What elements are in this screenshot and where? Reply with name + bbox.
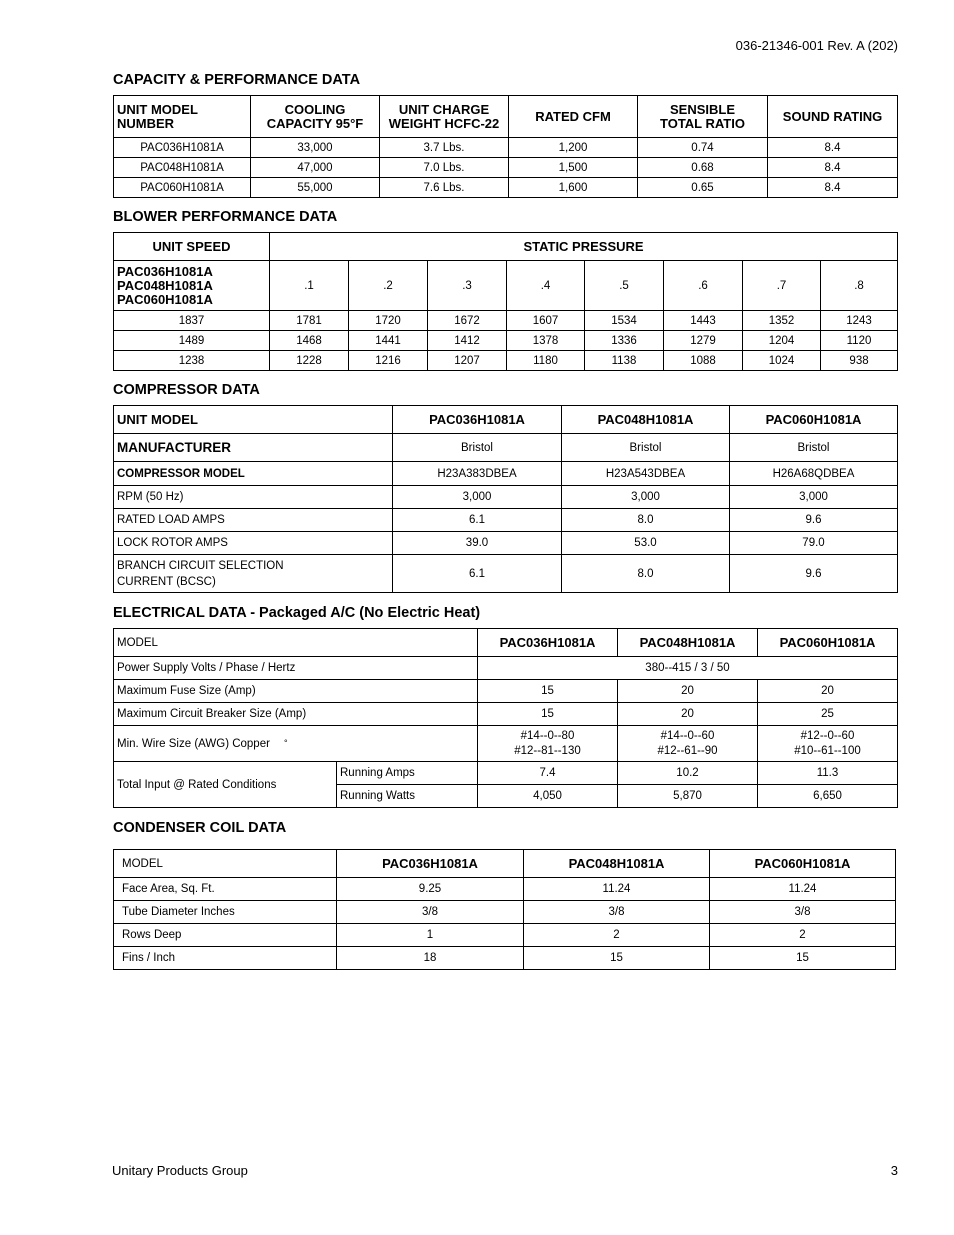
cell: 15 — [710, 947, 896, 970]
col-model: MODEL — [114, 629, 478, 657]
cell: 39.0 — [393, 532, 562, 555]
row-label: Face Area, Sq. Ft. — [114, 878, 337, 901]
cell: 1534 — [585, 311, 664, 331]
sub-label: Running Watts — [337, 785, 478, 808]
row-label: MANUFACTURER — [114, 434, 393, 462]
row-label: Power Supply Volts / Phase / Hertz — [114, 657, 478, 680]
cell: 8.4 — [768, 138, 898, 158]
table-row — [114, 878, 896, 901]
cell: 6.1 — [393, 555, 562, 593]
table-row — [114, 351, 898, 371]
cell: 5,870 — [618, 785, 758, 808]
col-pac036: PAC036H1081A — [393, 406, 562, 434]
compressor-table — [113, 405, 898, 593]
table-row — [114, 331, 898, 351]
sub-label: Running Amps — [337, 762, 478, 785]
cell: 0.68 — [638, 158, 768, 178]
cell: 4,050 — [478, 785, 618, 808]
cell: H26A68QDBEA — [730, 462, 898, 486]
condenser-header-row — [114, 850, 896, 878]
cell: 1441 — [349, 331, 428, 351]
row-label: RATED LOAD AMPS — [114, 509, 393, 532]
table-row — [114, 486, 898, 509]
table-row — [114, 901, 896, 924]
condenser-title: CONDENSER COIL DATA — [113, 820, 287, 836]
capacity-table — [113, 95, 898, 198]
table-row — [114, 924, 896, 947]
row-label: COMPRESSOR MODEL — [114, 462, 393, 486]
cell: Bristol — [730, 434, 898, 462]
cell: 1336 — [585, 331, 664, 351]
compressor-header-row — [114, 406, 898, 434]
cell: 9.6 — [730, 509, 898, 532]
cell: 11.3 — [758, 762, 898, 785]
cell: H23A543DBEA — [562, 462, 730, 486]
cell: PAC036H1081A — [114, 138, 251, 158]
pressure-cell: .5 — [585, 261, 664, 311]
cell: 33,000 — [251, 138, 380, 158]
table-row — [114, 178, 898, 198]
cell: 1 — [337, 924, 524, 947]
cell: 15 — [478, 680, 618, 703]
cell: 6.1 — [393, 509, 562, 532]
table-row — [114, 657, 898, 680]
cell: 15 — [478, 703, 618, 726]
table-row — [114, 762, 898, 785]
cell: 3,000 — [393, 486, 562, 509]
table-row — [114, 138, 898, 158]
cell: 1228 — [270, 351, 349, 371]
table-row — [114, 311, 898, 331]
row-label: Tube Diameter Inches — [114, 901, 337, 924]
col-pac048: PAC048H1081A — [524, 850, 710, 878]
col-sound-rating: SOUND RATING — [768, 96, 898, 138]
cell: 3/8 — [524, 901, 710, 924]
capacity-header-row — [114, 96, 898, 138]
cell: 7.0 Lbs. — [380, 158, 509, 178]
cell: 380--415 / 3 / 50 — [478, 657, 898, 680]
table-row — [114, 726, 898, 762]
blower-header-row — [114, 233, 898, 261]
cell: 1204 — [743, 331, 821, 351]
compressor-title: COMPRESSOR DATA — [113, 382, 260, 398]
cell: 25 — [758, 703, 898, 726]
cell: 3,000 — [562, 486, 730, 509]
cell: #12--0--60 #10--61--100 — [758, 726, 898, 762]
table-row — [114, 462, 898, 486]
col-pac036: PAC036H1081A — [337, 850, 524, 878]
cell: 1120 — [821, 331, 898, 351]
pressure-cell: .7 — [743, 261, 821, 311]
footer-company: Unitary Products Group — [112, 1163, 248, 1178]
pressure-cell: .3 — [428, 261, 507, 311]
col-model: MODEL — [114, 850, 337, 878]
cell: 8.4 — [768, 158, 898, 178]
cell: 1378 — [507, 331, 585, 351]
cell: 0.65 — [638, 178, 768, 198]
cell: 47,000 — [251, 158, 380, 178]
col-unit-model: UNIT MODEL — [114, 406, 393, 434]
cell: 1180 — [507, 351, 585, 371]
pressure-cell: .4 — [507, 261, 585, 311]
cell: 1279 — [664, 331, 743, 351]
cell: 3/8 — [710, 901, 896, 924]
cell: 1720 — [349, 311, 428, 331]
cell: 6,650 — [758, 785, 898, 808]
cell: 1352 — [743, 311, 821, 331]
cell: 10.2 — [618, 762, 758, 785]
cell: PAC048H1081A — [114, 158, 251, 178]
cell: 20 — [758, 680, 898, 703]
cell: #14--0--60 #12--61--90 — [618, 726, 758, 762]
col-unit-charge: UNIT CHARGE WEIGHT HCFC-22 — [380, 96, 509, 138]
row-label: Maximum Circuit Breaker Size (Amp) — [114, 703, 478, 726]
cell: 20 — [618, 680, 758, 703]
col-pac036: PAC036H1081A — [478, 629, 618, 657]
cell: 53.0 — [562, 532, 730, 555]
row-label: Total Input @ Rated Conditions — [114, 762, 337, 808]
row-label: Fins / Inch — [114, 947, 337, 970]
electrical-title: ELECTRICAL DATA - Packaged A/C (No Electric Heat) — [113, 605, 481, 621]
row-label: RPM (50 Hz) — [114, 486, 393, 509]
cell: 1,200 — [509, 138, 638, 158]
row-label: Rows Deep — [114, 924, 337, 947]
cell: 1607 — [507, 311, 585, 331]
cell: 9.25 — [337, 878, 524, 901]
cell: 7.6 Lbs. — [380, 178, 509, 198]
cell: 1024 — [743, 351, 821, 371]
table-row — [114, 680, 898, 703]
pressure-cell: .6 — [664, 261, 743, 311]
cell: 938 — [821, 351, 898, 371]
pressure-cell: .8 — [821, 261, 898, 311]
table-row — [114, 158, 898, 178]
cell: 18 — [337, 947, 524, 970]
cell: 1781 — [270, 311, 349, 331]
cell: 8.0 — [562, 555, 730, 593]
row-label: Maximum Fuse Size (Amp) — [114, 680, 478, 703]
cell: Bristol — [562, 434, 730, 462]
cell: 8.0 — [562, 509, 730, 532]
capacity-title: CAPACITY & PERFORMANCE DATA — [113, 72, 361, 88]
cell: 1,500 — [509, 158, 638, 178]
cell: 9.6 — [730, 555, 898, 593]
row-label: LOCK ROTOR AMPS — [114, 532, 393, 555]
cell: #14--0--80 #12--81--130 — [478, 726, 618, 762]
cell: 7.4 — [478, 762, 618, 785]
table-row — [114, 532, 898, 555]
cell: 1243 — [821, 311, 898, 331]
col-pac060: PAC060H1081A — [710, 850, 896, 878]
page-number: 3 — [890, 1163, 898, 1178]
electrical-table — [113, 628, 898, 808]
table-row — [114, 703, 898, 726]
cell: H23A383DBEA — [393, 462, 562, 486]
col-pac048: PAC048H1081A — [618, 629, 758, 657]
col-unit-model: UNIT MODEL NUMBER — [114, 96, 251, 138]
cell: 3,000 — [730, 486, 898, 509]
table-row — [114, 555, 898, 593]
table-row — [114, 947, 896, 970]
col-cooling-capacity: COOLING CAPACITY 95°F — [251, 96, 380, 138]
cell: 1207 — [428, 351, 507, 371]
row-label: Min. Wire Size (AWG) Copper ° — [114, 726, 478, 762]
cell: 3/8 — [337, 901, 524, 924]
pressure-cell: .2 — [349, 261, 428, 311]
cell: 2 — [524, 924, 710, 947]
cell: 1,600 — [509, 178, 638, 198]
cell: 55,000 — [251, 178, 380, 198]
col-pac060: PAC060H1081A — [758, 629, 898, 657]
table-row — [114, 509, 898, 532]
cell: 1672 — [428, 311, 507, 331]
electrical-header-row — [114, 629, 898, 657]
cell: 1443 — [664, 311, 743, 331]
blower-models: PAC036H1081A PAC048H1081A PAC060H1081A — [114, 261, 270, 311]
cell: 1468 — [270, 331, 349, 351]
cell: 15 — [524, 947, 710, 970]
cell: 1088 — [664, 351, 743, 371]
col-pac060: PAC060H1081A — [730, 406, 898, 434]
row-label: BRANCH CIRCUIT SELECTION CURRENT (BCSC) — [114, 555, 393, 593]
cell: 8.4 — [768, 178, 898, 198]
cell: 11.24 — [710, 878, 896, 901]
blower-pressure-row — [114, 261, 898, 311]
blower-title: BLOWER PERFORMANCE DATA — [113, 209, 338, 225]
document-number: 036-21346-001 Rev. A (202) — [735, 38, 898, 53]
cell: 3.7 Lbs. — [380, 138, 509, 158]
col-pac048: PAC048H1081A — [562, 406, 730, 434]
pressure-cell: .1 — [270, 261, 349, 311]
cell: 1138 — [585, 351, 664, 371]
cell: 20 — [618, 703, 758, 726]
cell: 1412 — [428, 331, 507, 351]
cell: PAC060H1081A — [114, 178, 251, 198]
cell: 11.24 — [524, 878, 710, 901]
col-sensible-ratio: SENSIBLE TOTAL RATIO — [638, 96, 768, 138]
table-row — [114, 434, 898, 462]
cell: 2 — [710, 924, 896, 947]
cell: 79.0 — [730, 532, 898, 555]
cell: 1216 — [349, 351, 428, 371]
cell: 0.74 — [638, 138, 768, 158]
condenser-table — [113, 849, 896, 970]
cell: 1238 — [114, 351, 270, 371]
blower-table — [113, 232, 898, 371]
col-static-pressure: STATIC PRESSURE — [270, 233, 898, 261]
cell: 1489 — [114, 331, 270, 351]
cell: 1837 — [114, 311, 270, 331]
col-rated-cfm: RATED CFM — [509, 96, 638, 138]
col-unit-speed: UNIT SPEED — [114, 233, 270, 261]
cell: Bristol — [393, 434, 562, 462]
